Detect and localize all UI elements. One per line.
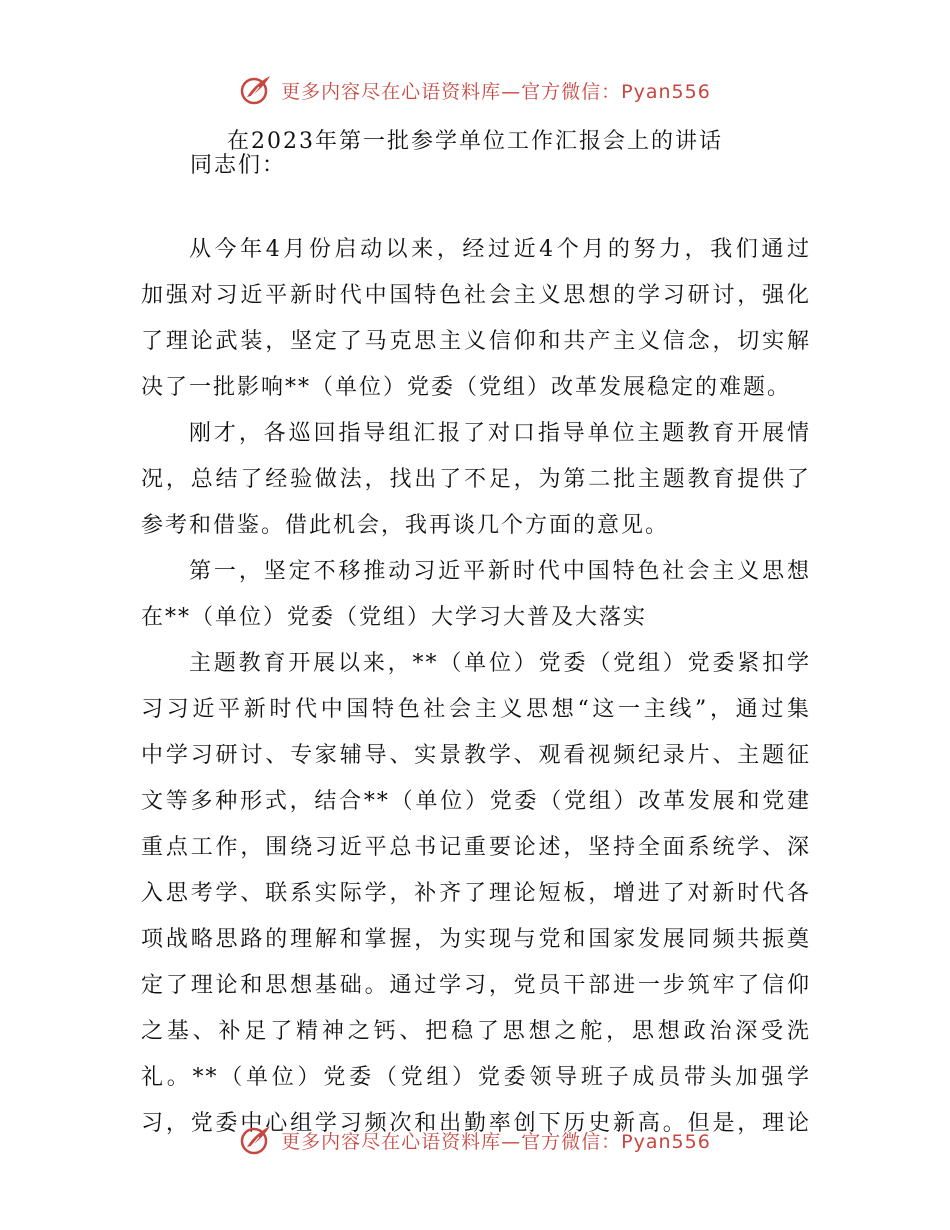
greeting: 同志们： [190, 153, 287, 178]
feather-quill-logo [239, 73, 273, 107]
text-line: 况，总结了经验做法，找出了不足，为第二批主题教育提供了 [141, 467, 811, 492]
watermark-footer [0, 1120, 950, 1160]
text-line: 决了一批影响**（单位）党委（党组）改革发展稳定的难题。 [141, 375, 792, 400]
text-line: 之基、补足了精神之钙、把稳了思想之舵，思想政治深受洗 [141, 1019, 811, 1044]
text-line: 了理论武装，坚定了马克思主义信仰和共产主义信念，切实解 [141, 329, 811, 354]
text-line: 项战略思路的理解和掌握，为实现与党和国家发展同频共振奠 [141, 927, 811, 952]
watermark-header [0, 70, 950, 110]
text-line: 在**（单位）党委（党组）大学习大普及大落实 [141, 605, 648, 630]
paragraph [141, 411, 811, 549]
text-line: 第一，坚定不移推动习近平新时代中国特色社会主义思想 [189, 559, 811, 584]
text-line: 文等多种形式，结合**（单位）党委（党组）改革发展和党建 [141, 789, 811, 814]
text-line: 习习近平新时代中国特色社会主义思想“这一主线”，通过集 [141, 697, 811, 722]
document-title: 在2023年第一批参学单位工作汇报会上的讲话 [227, 129, 723, 154]
text-line: 礼。**（单位）党委（党组）党委领导班子成员带头加强学 [141, 1065, 811, 1090]
text-line: 参考和借鉴。借此机会，我再谈几个方面的意见。 [141, 513, 670, 538]
text-line: 加强对习近平新时代中国特色社会主义思想的学习研讨，强化 [141, 283, 811, 308]
feather-quill-logo [239, 1123, 273, 1157]
text-line: 主题教育开展以来，**（单位）党委（党组）党委紧扣学 [189, 651, 811, 676]
text-line: 重点工作，围绕习近平总书记重要论述，坚持全面系统学、深 [141, 835, 811, 860]
document-body [141, 227, 811, 1147]
text-line: 刚才，各巡回指导组汇报了对口指导单位主题教育开展情 [189, 421, 811, 446]
watermark-text: 更多内容尽在心语资料库—官方微信：Pyan556 [281, 80, 711, 103]
paragraph [141, 227, 811, 411]
text-line: 从今年4月份启动以来，经过近4个月的努力，我们通过 [189, 237, 811, 262]
paragraph [141, 641, 811, 1147]
paragraph [141, 549, 811, 641]
text-line: 中学习研讨、专家辅导、实景教学、观看视频纪录片、主题征 [141, 743, 811, 768]
text-line: 定了理论和思想基础。通过学习，党员干部进一步筑牢了信仰 [141, 973, 811, 998]
watermark-text: 更多内容尽在心语资料库—官方微信：Pyan556 [281, 1130, 711, 1153]
text-line: 入思考学、联系实际学，补齐了理论短板，增进了对新时代各 [141, 881, 811, 906]
text-line: 习，党委中心组学习频次和出勤率创下历史新高。但是，理论 [141, 1111, 811, 1136]
